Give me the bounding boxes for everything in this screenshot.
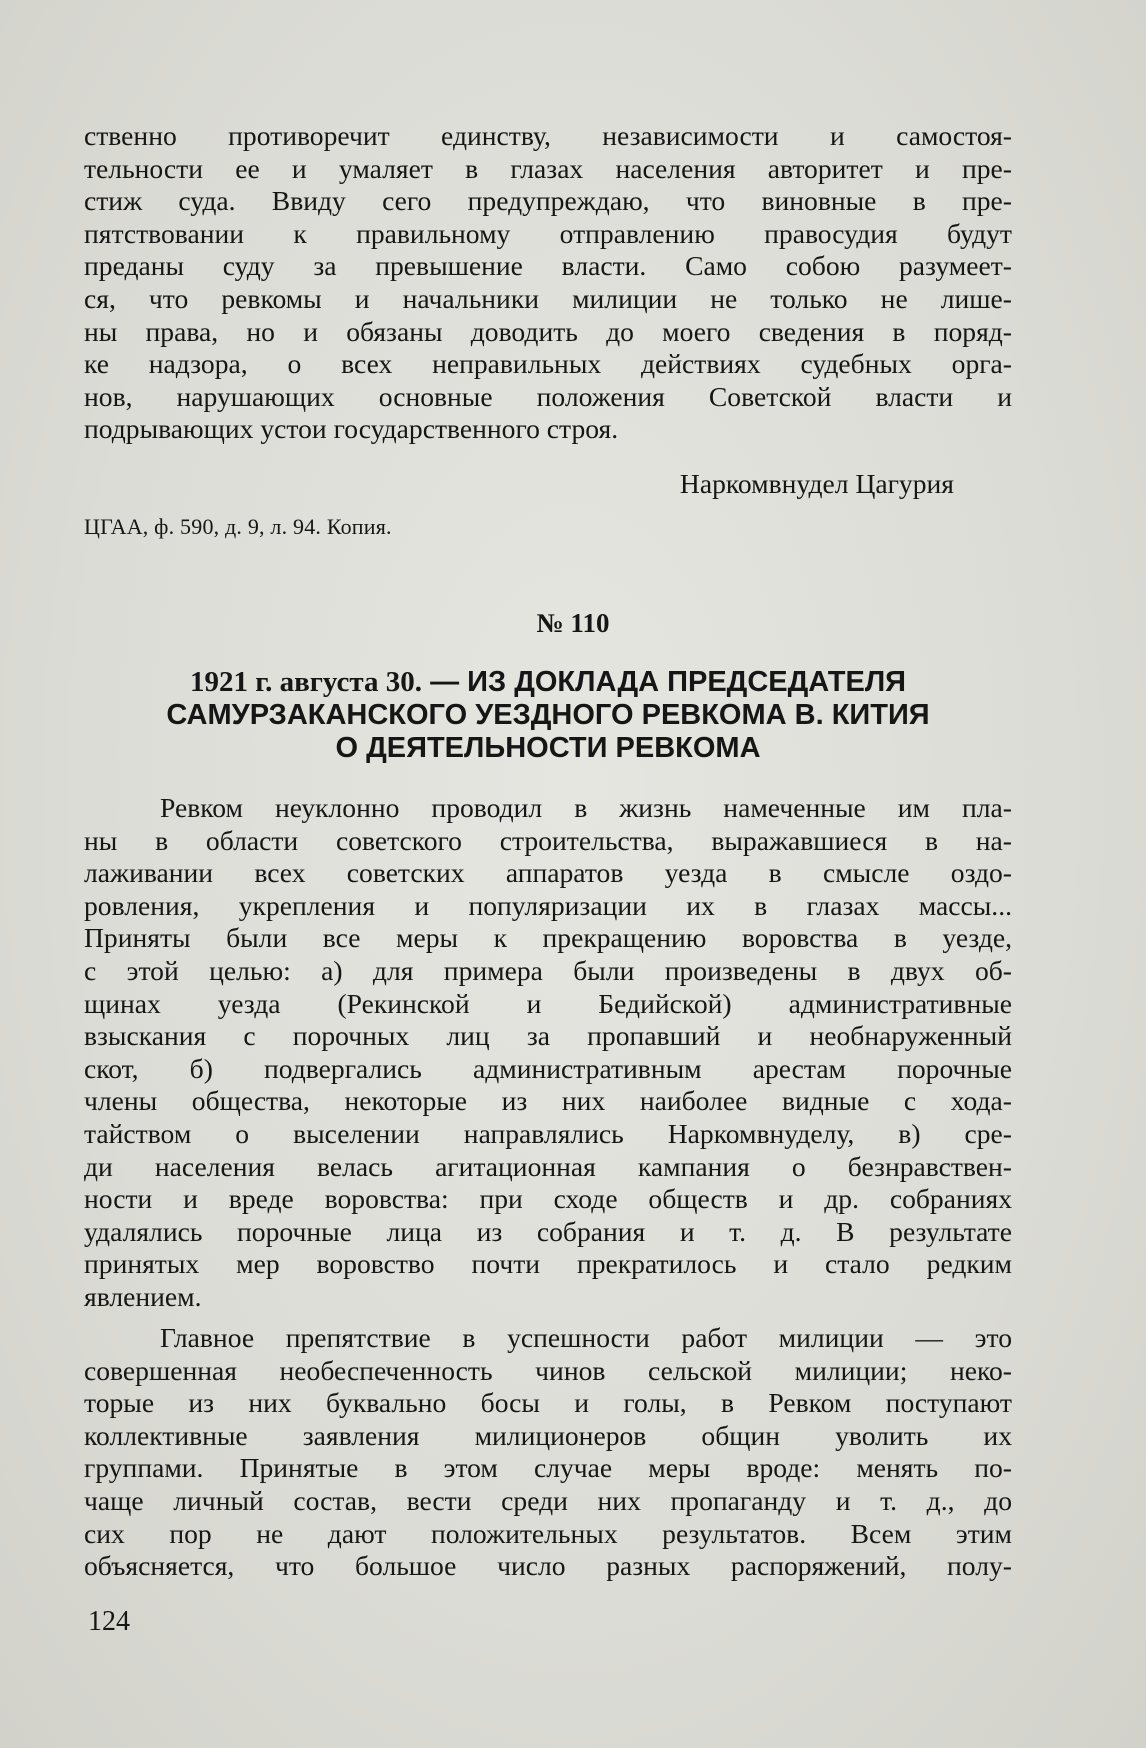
text-line: члены общества, некоторые из них наиболее видные с хода-: [84, 1085, 1012, 1117]
heading-line-2: САМУРЗАКАНСКОГО УЕЗДНОГО РЕВКОМА В. КИТИЯ: [166, 699, 930, 731]
text-line: ности и вреде воровства: при сходе обществ и др. собраниях: [84, 1183, 1012, 1215]
text-line: группами. Принятые в этом случае меры вроде: менять по-: [84, 1452, 1012, 1484]
text-line: лаживании всех советских аппаратов уезда в смысле оздо-: [84, 857, 1012, 889]
text-line: ны права, но и обязаны доводить до моего сведения в поряд-: [84, 315, 1012, 347]
text-line: совершенная необеспеченность чинов сельской милиции; неко-: [84, 1354, 1012, 1386]
text-line: нов, нарушающих основные положения Советской власти и: [84, 380, 1012, 412]
text-line: удалялись порочные лица из собрания и т. д. В результате: [84, 1215, 1012, 1247]
heading-date: 1921 г. августа 30.: [189, 666, 423, 698]
text-line: Приняты были все меры к прекращению воровства в уезде,: [84, 922, 1012, 954]
text-line: с этой целью: а) для примера были произведены в двух об-: [84, 954, 1012, 986]
text-line: торые из них буквально босы и голы, в Ревком поступают: [84, 1387, 1012, 1419]
text-line: скот, б) подвергались административным арестам порочные: [84, 1052, 1012, 1084]
text-line: принятых мер воровство почти прекратилось и стало редким: [84, 1248, 1012, 1280]
text-line: ке надзора, о всех неправильных действиях судебных орга-: [84, 348, 1012, 380]
page-number: 124: [88, 1606, 130, 1637]
text-line: стиж суда. Ввиду сего предупреждаю, что виновные в пре-: [84, 185, 1012, 217]
text-line: ственно противоречит единству, независимости и самостоя-: [84, 120, 1012, 151]
text-line: подрывающих устои государственного строя.: [84, 413, 619, 445]
text-line: явлением.: [84, 1280, 202, 1312]
archive-source: ЦГАА, ф. 590, д. 9, л. 94. Копия.: [84, 514, 392, 539]
text-line: ны в области советского строительства, выражавшиеся в на-: [84, 824, 1012, 856]
signature: Наркомвнудел Цагурия: [679, 468, 954, 499]
text-line: пятствовании к правильному отправлению правосудия будут: [84, 217, 1012, 249]
paragraph-1: [84, 792, 1012, 1314]
text-line: объясняется, что большое число разных распоряжений, полу-: [84, 1550, 1012, 1582]
text-line: щинах уезда (Рекинской и Бедийской) административные: [84, 987, 1012, 1019]
intro-text: [84, 120, 1012, 446]
heading-title-start: — ИЗ ДОКЛАДА ПРЕДСЕДАТЕЛЯ: [422, 666, 907, 698]
text-line: коллективные заявления милиционеров общин уволить их: [84, 1419, 1012, 1451]
text-line: преданы суду за превышение власти. Само собою разумеет-: [84, 250, 1012, 282]
text-line: тайством о выселении направлялись Наркомвнуделу, в) сре-: [84, 1117, 1012, 1149]
text-line: ся, что ревкомы и начальники милиции не только не лише-: [84, 282, 1012, 314]
paragraph-2: [84, 1322, 1012, 1583]
document-number: № 110: [536, 608, 610, 638]
text-line: чаще личный состав, вести среди них пропаганду и т. д., до: [84, 1484, 1012, 1516]
heading-line-3: О ДЕЯТЕЛЬНОСТИ РЕВКОМА: [335, 732, 761, 764]
text-line: Главное препятствие в успешности работ милиции — это: [160, 1322, 1012, 1353]
text-line: ди населения велась агитационная кампания о безнравствен-: [84, 1150, 1012, 1182]
text-line: тельности ее и умаляет в глазах населения авторитет и пре-: [84, 152, 1012, 184]
heading-line-1: [84, 666, 1012, 699]
text-line: взыскания с порочных лиц за пропавший и необнаруженный: [84, 1020, 1012, 1052]
text-line: сих пор не дают положительных результатов. Всем этим: [84, 1517, 1012, 1549]
text-line: Ревком неуклонно проводил в жизнь намеченные им пла-: [160, 792, 1012, 823]
document-heading: [84, 666, 1012, 765]
text-line: ровления, укрепления и популяризации их в глазах массы...: [84, 889, 1012, 921]
